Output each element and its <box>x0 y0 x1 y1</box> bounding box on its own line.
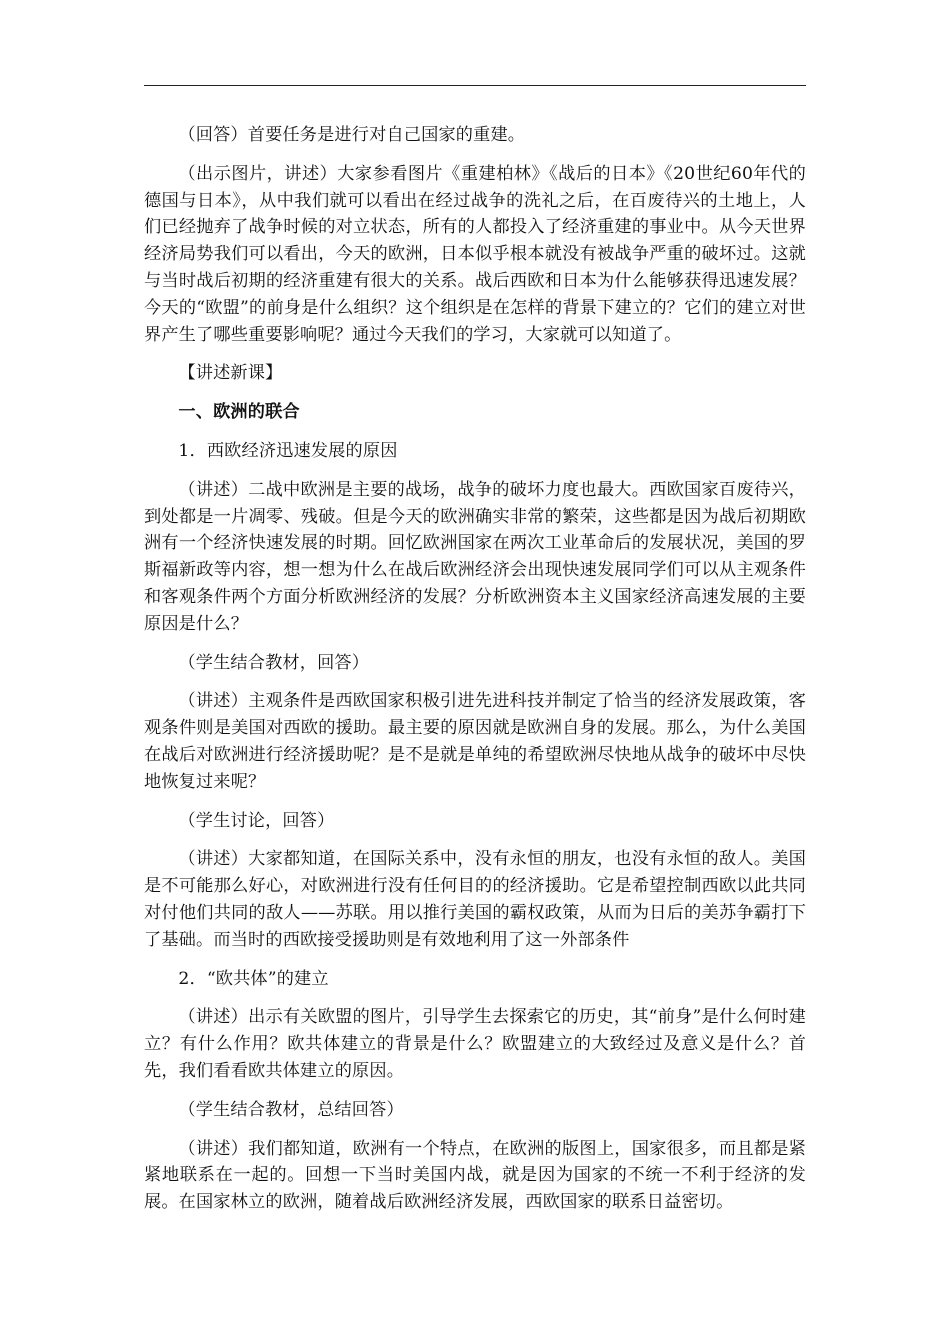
lecture-paragraph-1: （讲述）二战中欧洲是主要的战场，战争的破坏力度也最大。西欧国家百废待兴，到处都是一片凋零、残破。但是今天的欧洲确实非常的繁荣，这些都是因为战后初期欧洲有一个经济快速发展的时期。回忆欧洲国家在两次工业革命后的发展状况，美国的罗斯福新政等内容，想一想为什么在战后欧洲经济会出现快速发展同学们可以从主观条件和客观条件两个方面分析欧洲经济的发展？分析欧洲资本主义国家经济高速发展的主要原因是什么？ <box>144 479 806 634</box>
document-body <box>144 122 806 1216</box>
lecture-paragraph-2: （讲述）主观条件是西欧国家积极引进先进科技并制定了恰当的经济发展政策，客观条件则是美国对西欧的援助。最主要的原因就是欧洲自身的发展。那么，为什么美国在战后对欧洲进行经济援助呢？是不是就是单纯的希望欧洲尽快地从战争的破坏中尽快地恢复过来呢？ <box>144 691 806 792</box>
student-answer-1: （学生结合教材，回答） <box>178 652 370 673</box>
section-heading: 一、欧洲的联合 <box>178 402 300 423</box>
lecture-paragraph-5: （讲述）我们都知道，欧洲有一个特点，在欧洲的版图上，国家很多，而且都是紧紧地联系在一起的。回想一下当时美国内战，就是因为国家的不统一不利于经济的发展。在国家林立的欧洲，随着战后欧洲经济发展，西欧国家的联系日益密切。 <box>144 1138 806 1213</box>
subsection-heading-1: 1．西欧经济迅速发展的原因 <box>178 440 398 461</box>
header-rule <box>144 85 806 86</box>
section-label: 【讲述新课】 <box>178 363 283 384</box>
subsection-heading-2: 2．“欧共体”的建立 <box>178 968 329 989</box>
answer-paragraph: （回答）首要任务是进行对自己国家的重建。 <box>178 125 526 145</box>
lecture-paragraph-4: （讲述）出示有关欧盟的图片，引导学生去探索它的历史，其“前身”是什么何时建立？有什么作用？欧共体建立的背景是什么？欧盟建立的大致经过及意义是什么？首先，我们看看欧共体建立的原因。 <box>144 1007 806 1081</box>
lecture-paragraph-3: （讲述）大家都知道，在国际关系中，没有永恒的朋友，也没有永恒的敌人。美国是不可能那么好心，对欧洲进行没有任何目的的经济援助。它是希望控制西欧以此共同对付他们共同的敌人——苏联。用以推行美国的霸权政策，从而为日后的美苏争霸打下了基础。而当时的西欧接受援助则是有效地利用了这一外部条件 <box>144 849 806 950</box>
intro-paragraph: （出示图片，讲述）大家参看图片《重建柏林》《战后的日本》《20世纪60年代的德国与日本》，从中我们就可以看出在经过战争的洗礼之后，在百废待兴的土地上，人们已经抛弃了战争时候的对立状态，所有的人都投入了经济重建的事业中。从今天世界经济局势我们可以看出，今天的欧洲，日本似乎根本就没有被战争严重的破坏过。这就与当时战后初期的经济重建有很大的关系。战后西欧和日本为什么能够获得迅速发展？今天的“欧盟”的前身是什么组织？这个组织是在怎样的背景下建立的？它们的建立对世界产生了哪些重要影响呢？通过今天我们的学习，大家就可以知道了。 <box>144 163 806 345</box>
student-answer-2: （学生结合教材，总结回答） <box>178 1099 404 1120</box>
student-discussion: （学生讨论，回答） <box>178 810 335 831</box>
